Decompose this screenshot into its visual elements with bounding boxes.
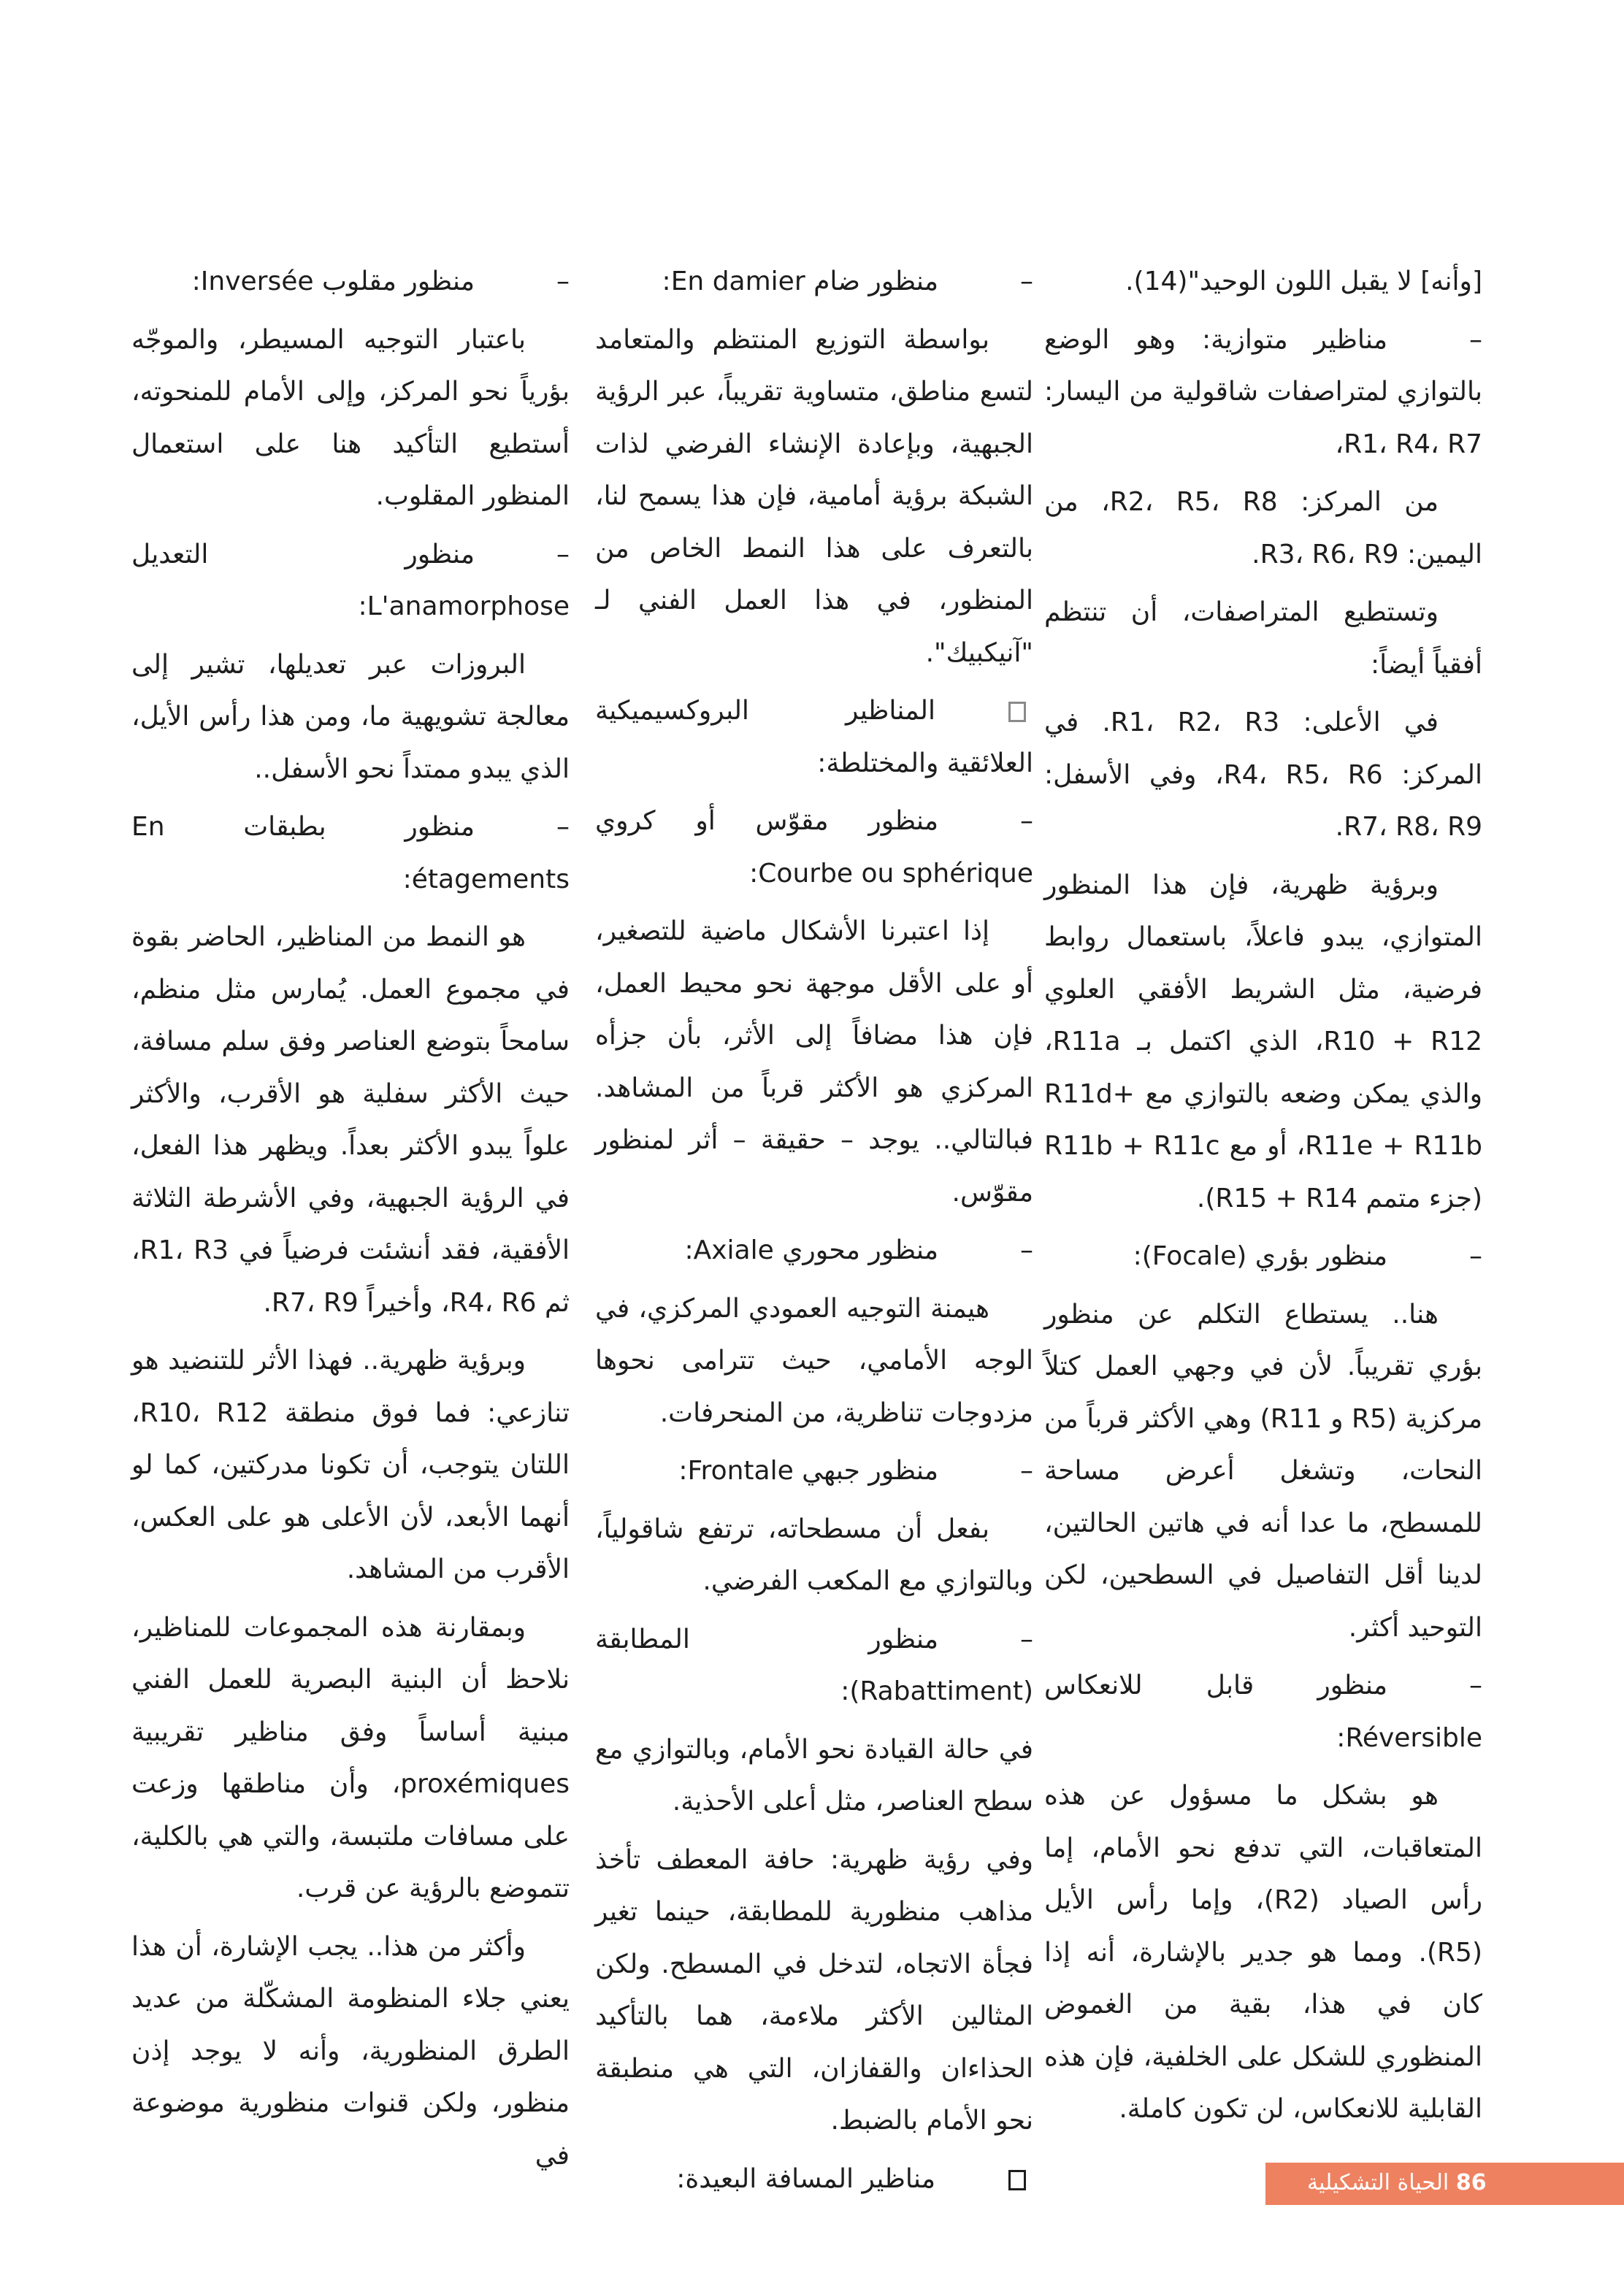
paragraph: البروزات عبر تعديلها، تشير إلى معالجة تشويهية ما، ومن هذا رأس الأيل، الذي يبدو ممتداً نحو الأسفل..	[131, 649, 570, 784]
dash-bullet: –	[1020, 806, 1033, 836]
list-item	[595, 1445, 1033, 1497]
section-heading: منظور قابل للانعكاس Réversible:	[1044, 1671, 1482, 1753]
paragraph: وفي رؤية ظهرية: حافة المعطف تأخذ مذاهب منظورية للمطابقة، حينما تغير فجأة الاتجاه، لتدخل في المسطح. ولكن المثالين الأكثر ملاءمة، هما بالتأكيد الحذاءان والقفازان، التي هي منطبقة نحو الأمام بالضبط.	[595, 1844, 1033, 2136]
paragraph: وبمقارنة هذه المجموعات للمناظير، نلاحظ أن البنية البصرية للعمل الفني مبنية أساساً وفق مناظير تقريبية proxémiques، وأن مناطقها وزعت على مسافات ملتبسة، والتي هي بالكلية، تتموضع بالرؤية عن قرب.	[131, 1612, 570, 1903]
list-item	[595, 2153, 1033, 2206]
paragraph: في حالة القيادة نحو الأمام، وبالتوازي مع سطح العناصر، مثل أعلى الأحذية.	[595, 1734, 1033, 1817]
paragraph: بواسطة التوزيع المنتظم والمتعامد لتسع مناطق، متساوية تقريباً، عبر الرؤية الجبهية، وبإعادة الإنشاء الفرضي لذات الشبكة برؤية أمامية، فإن هذا يسمح لنا، بالتعرف على هذا النمط الخاص من المنظور، في هذا العمل الفني لـ "آنيكبيك".	[595, 324, 1033, 668]
paragraph: بفعل أن مسطحاته، ترتفع شاقولياً، وبالتوازي مع المكعب الفرضي.	[595, 1514, 1033, 1596]
dash-bullet: –	[1020, 266, 1033, 296]
dash-bullet: –	[556, 812, 570, 842]
paragraph: هو بشكل ما مسؤول عن هذه المتعاقبات، التي تدفع نحو الأمام، إما رأس الصياد (R2)، وإما رأس الأيل (R5). ومما هو جدير بالإشارة، أنه إذا كان في هذا، بقية من الغموض المنظوري للشكل على الخلفية، فإن هذه القابلية للانعكاس، لن تكون كاملة.	[1044, 1781, 1482, 2124]
list-item	[1044, 1230, 1482, 1283]
list-item	[131, 529, 570, 633]
paragraph: إذا اعتبرنا الأشكال ماضية للتصغير، أو على الأقل موجهة نحو محيط العمل، فإن هذا مضافاً إلى الأثر، بأن جزأه المركزي هو الأكثر قرباً من المشاهد. فبالتالي.. يوجد – حقيقة – أثر لمنظور مقوّس.	[595, 916, 1033, 1208]
section-heading: المناظير البروكسيميكية العلائقية والمختلطة:	[595, 696, 1033, 778]
paragraph: في الأعلى: R1، R2، R3. في المركز: R4، R5، R6، وفي الأسفل: R7، R8، R9.	[1044, 707, 1482, 842]
section-heading: منظور ضام En damier:	[662, 266, 938, 296]
text-column-left	[131, 256, 570, 2187]
list-item	[595, 795, 1033, 900]
list-item	[595, 685, 1033, 789]
section-heading: مناظير المسافة البعيدة:	[676, 2163, 935, 2194]
list-item	[131, 256, 570, 308]
magazine-title: الحياة التشكيلية	[1307, 2170, 1449, 2195]
paragraph: [وأنه] لا يقبل اللون الوحيد"(14).	[1125, 266, 1482, 296]
section-heading: منظور جبهي Frontale:	[678, 1456, 938, 1486]
section-heading: منظور المطابقة (Rabattiment):	[595, 1624, 1033, 1706]
text-column-middle	[595, 256, 1033, 2211]
page-folio	[1307, 2168, 1498, 2198]
paragraph: من المركز: R2، R5، R8، من اليمين: R3، R6، R9.	[1044, 487, 1482, 570]
paragraph: هيمنة التوجيه العمودي المركزي، في الوجه الأمامي، حيث تترامى نحوها مزدوجات تناظرية، من المنحرفات.	[595, 1293, 1033, 1428]
section-heading: منظور محوري Axiale:	[684, 1235, 938, 1265]
dash-bullet: –	[1020, 1624, 1033, 1654]
dash-bullet: –	[1020, 1456, 1033, 1486]
paragraph: وبرؤية ظهرية، فإن هذا المنظور المتوازي، يبدو فاعلاً، باستعمال روابط فرضية، مثل الشريط الأفقي العلوي R10 + R12، الذي اكتمل بـ R11a، والذي يمكن وضعه بالتوازي مع R11d+ R11e + R11b، أو مع R11b + R11c (جزء متمم R15 + R14).	[1044, 870, 1483, 1213]
paragraph: هنا.. يستطاع التكلم عن منظور بؤري تقريباً. لأن في وجهي العمل كتلاً مركزية (R5 و R11) وهي الأكثر قرباً من النحات، وتشغل أعرض مساحة للمسطح، ما عدا أنه في هاتين الحالتين، لدينا أقل التفاصيل في السطحين، لكن التوحيد أكثر.	[1044, 1299, 1482, 1643]
list-item	[1044, 314, 1482, 471]
section-heading: منظور التعديل L'anamorphose:	[131, 539, 570, 621]
section-heading: منظور مقلوب Inversée:	[191, 266, 475, 296]
list-item	[595, 1224, 1033, 1277]
dash-bullet: –	[1469, 1241, 1482, 1271]
paragraph: هو النمط من المناظير، الحاضر بقوة في مجموع العمل. يُمارس مثل منظم، سامحاً بتوضع العناصر وفق سلم مسافة، حيث الأكثر سفلية هو الأقرب، والأكثر علواً يبدو الأكثر بعداً. ويظهر هذا الفعل، في الرؤية الجبهية، وفي الأشرطة الثلاثة الأفقية، فقد أنشئت فرضياً في R1، R3، ثم R4، R6، وأخيراً R7، R9.	[131, 922, 570, 1318]
list-item	[595, 256, 1033, 308]
page-number: 86	[1455, 2170, 1487, 2195]
dash-bullet: –	[556, 266, 570, 296]
text-column-right	[1044, 256, 1482, 2141]
square-bullet-icon	[1008, 2170, 1026, 2190]
section-heading: منظور بؤري (Focale):	[1133, 1241, 1387, 1271]
section-heading: منظور بطبقات En étagements:	[131, 812, 570, 894]
paragraph: وأكثر من هذا.. يجب الإشارة، أن هذا يعني جلاء المنظومة المشكّلة من عديد الطرق المنظورية، وأنه لا يوجد إذن منظور، ولكن قنوات منظورية موضوعة في	[131, 1931, 570, 2171]
paragraph: باعتبار التوجيه المسيطر، والموجّه بؤرياً نحو المركز، وإلى الأمام للمنحوته، أستطيع التأكيد هنا على استعمال المنظور المقلوب.	[131, 324, 570, 511]
dash-bullet: –	[1020, 1235, 1033, 1265]
list-item	[595, 1614, 1033, 1718]
section-heading: منظور مقوّس أو كروي Courbe ou sphérique:	[595, 806, 1033, 889]
paragraph: مناظير متوازية: وهو الوضع بالتوازي لمتراصفات شاقولية من اليسار: R1، R4، R7،	[1044, 324, 1482, 459]
dash-bullet: –	[1469, 1671, 1482, 1700]
paragraph: وبرؤية ظهرية.. فهذا الأثر للتنضيد هو تنازعي: فما فوق منطقة R10، R12، اللتان يتوجب، أن تكونا مدركتين، كما لو أنهما الأبعد، لأن الأعلى هو على العكس، الأقرب من المشاهد.	[131, 1346, 570, 1584]
list-item	[1044, 1660, 1482, 1764]
paragraph: وتستطيع المتراصفات، أن تنتظم أفقياً أيضاً:	[1044, 597, 1482, 680]
list-item	[131, 801, 570, 905]
dash-bullet: –	[1469, 324, 1482, 355]
square-bullet-icon	[1008, 702, 1026, 722]
dash-bullet: –	[556, 539, 570, 570]
